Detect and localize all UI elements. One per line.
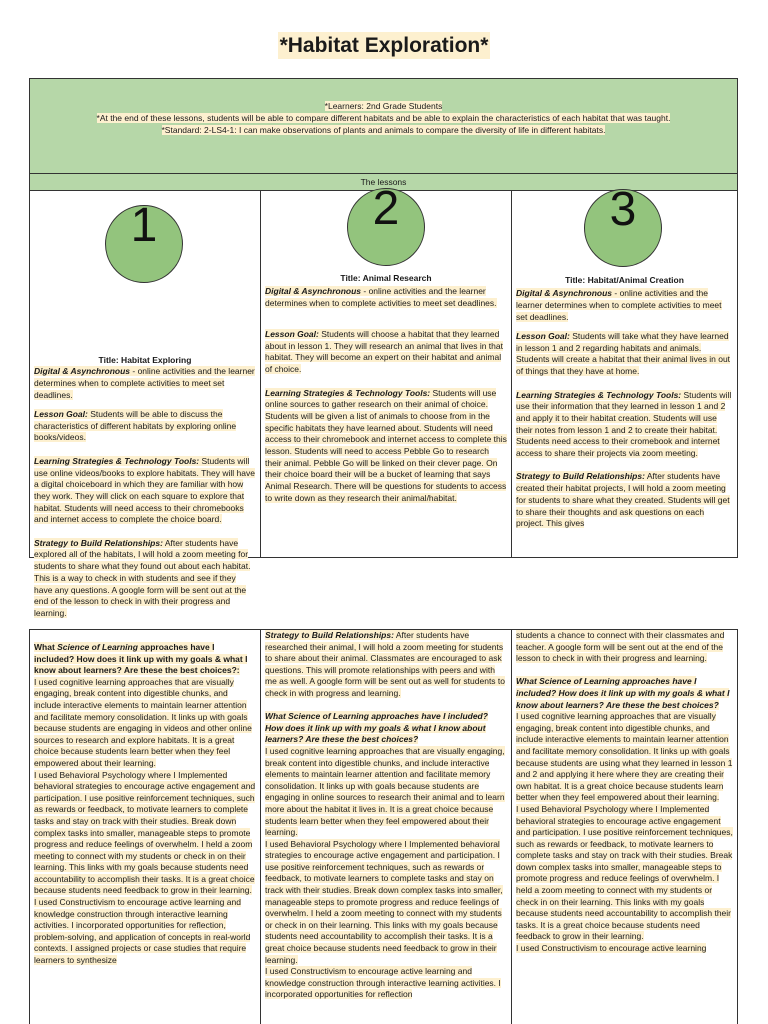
reflection-table xyxy=(29,629,738,1024)
overview-header xyxy=(30,79,737,174)
lesson-mode-3: Digital & Asynchronous - online activities and the learner determines when to complete activities to meet set deadlines. xyxy=(516,288,722,322)
lesson-number-2: 2 xyxy=(372,182,400,235)
objective-text: *At the end of these lessons, students will be able to compare different habitats and be able to explain the characteristics of each habitat that was taught. xyxy=(96,113,671,123)
lesson-relationships-3: Strategy to Build Relationships: After students have created their habitat projects, I will hold a zoom meeting for students to share what they created. Students will get to share their thoughts and ask questions on each project. This gives xyxy=(516,471,730,529)
page-title-text: *Habitat Exploration* xyxy=(279,34,489,57)
reflection-column-1 xyxy=(30,630,261,1024)
reflection-question-1: What Science of Learning approaches have I included? How does it link up with my goals & what I know about learners? Are these the best choices?: xyxy=(34,642,248,676)
lesson-number-1: 1 xyxy=(130,199,158,252)
lessons-label: The lessons xyxy=(30,174,737,191)
lesson-title-3: Title: Habitat/Animal Creation xyxy=(565,275,684,285)
page-title xyxy=(0,34,768,58)
reflection-column-3 xyxy=(512,630,737,1024)
reflection-paragraph: I used Constructivism to encourage active learning and knowledge construction through interactive learning activities. I incorporated opportunities for reflection xyxy=(265,966,501,1000)
lesson-body-3 xyxy=(516,331,733,542)
lesson-strategies-1: Learning Strategies & Technology Tools: Students will use online videos/books to explore habitats. They will have a digital choiceboard in which they are familiar with how they work. They will click on each square to explore that habitat. Students will need access to their chromebooks and internet access to complete the choice board. xyxy=(34,455,255,525)
reflection-paragraph: I used Constructivism to encourage active learning xyxy=(516,943,707,954)
lesson-title-1: Title: Habitat Exploring xyxy=(98,355,192,365)
lesson-number-circle-3 xyxy=(584,183,662,267)
lesson-mode-1: Digital & Asynchronous - online activities and the learner determines when to complete activities to meet set deadlines. xyxy=(34,366,255,400)
lesson-body-1 xyxy=(34,409,256,631)
reflection-paragraph: I used Behavioral Psychology where I Implemented behavioral strategies to encourage active engagement and participation. I use positive reinforcement techniques, such as rewards or feedback, to motivate learners to complete tasks and stay on track with their studies. Break down complex tasks into smaller, manageable steps to promote progress and reduce feelings of overwhelm. I held a zoom meeting to connect with my students or check in on their learning. This links with my goals because students need accountability to accomplish their tasks. It is a great choice because students need feedback to grow in their learning. xyxy=(34,769,256,896)
reflection-column-2 xyxy=(261,630,512,1024)
reflection-paragraph: I used Behavioral Psychology where I Implemented behavioral strategies to encourage active engagement and participation. I use positive reinforcement techniques, such as rewards or feedback, to motivate learners to complete tasks and stay on track with their studies. Break down complex tasks into smaller, manageable steps to promote progress and reduce feelings of overwhelm. I held a zoom meeting to connect with my students or check in on their learning. This links with my goals because students need accountability to accomplish their tasks. It is a great choice because students need feedback to grow in their learning. xyxy=(265,838,503,965)
lesson-title-2: Title: Animal Research xyxy=(340,273,432,283)
reflection-paragraph: I used Behavioral Psychology where I Implemented behavioral strategies to encourage active engagement and participation. I use positive reinforcement techniques, such as rewards or feedback, to motivate learners to complete tasks and stay on track with their studies. Break down complex tasks into smaller, manageable steps to promote progress and reduce feelings of overwhelm. I held a zoom meeting to connect with my students or check in on their learning. This links with my goals because students need accountability to accomplish their tasks. It is a great choice because students need feedback to grow in their learning. xyxy=(516,803,733,942)
lesson-strategies-2: Learning Strategies & Technology Tools: Students will use online sources to gather research on their animal of choice. Students will be given a list of animals to choose from in the specific habitats they have learned about. Students will need access to their chromebook and internet access to complete this lesson. Students will need to access Pebble Go to research their animal. Pebble Go will be linked on their clever page. On their choice board their will be a bucket of learning that says Animal Research. There will be questions for students to access to write down as they research their animal/habitat. xyxy=(265,387,507,503)
lesson-column-3 xyxy=(512,183,737,557)
learners-text: *Learners: 2nd Grade Students xyxy=(324,101,443,111)
reflection-question-2: What Science of Learning approaches have I included? How does it link up with my goals & what I know about learners? Are these the best choices? xyxy=(265,711,488,745)
standard-text: *Standard: 2-LS4-1: I can make observations of plants and animals to compare the diversity of life in different habitats. xyxy=(161,125,606,135)
lesson-body-2 xyxy=(265,329,507,516)
lesson-number-3: 3 xyxy=(609,183,637,236)
lessons-table xyxy=(29,78,738,618)
lesson-goal-1: Lesson Goal: Students will be able to discuss the characteristics of different habitats by exploring online books/videos. xyxy=(34,409,237,443)
lesson-goal-2: Lesson Goal: Students will choose a habitat that they learned about in lesson 1. They will research an animal that lives in that habitat. They will become an expert on their habitat and animal of choice. xyxy=(265,329,503,375)
reflection-paragraph: I used Constructivism to encourage active learning and knowledge construction through interactive learning activities. I incorporated opportunities for reflection, problem-solving, and application of concepts in real-world contexts. I assigned projects or case studies that require learners to synthesize xyxy=(34,897,251,966)
lesson-relationships-1: Strategy to Build Relationships: After students have explored all of the habitats, I will hold a zoom meeting for students to share what they found out about each habitat. This is a way to check in with students and see if they have any questions. A google form will be sent out at the end of the lesson to check in with their progress and learning. xyxy=(34,537,251,618)
reflection-question-3: What Science of Learning approaches have I included? How does it link up with my goals & what I know about learners? Are these the best choices? xyxy=(516,676,730,710)
reflection-paragraph: I used cognitive learning approaches that are visually engaging, break content into digestible chunks, and include interactive elements to maintain learner attention and facilitate memory consolidation. It links up with goals because students are engaging in online sources to research their animal and to learn more about the habitat it lives in. It is a great choice because students learn better when they feel empowered about their learning. xyxy=(265,745,505,838)
lesson-number-circle-1 xyxy=(105,199,183,283)
reflection-paragraph: I used cognitive learning approaches that are visually engaging, break content into digestible chunks, and include interactive elements to maintain learner attention and facilitate memory consolidation. It links up with goals because students are using what they learned in lesson 1 and 2 and applying it here where they are creating their own habitat. It is a great choice because students learn better when they feel empowered about their learning. xyxy=(516,711,733,803)
lesson-strategies-3: Learning Strategies & Technology Tools: Students will use their information that they learned in lesson 1 and 2 and apply it to their habitat creation. Students will use their notes from lesson 1 and 2 to create their habitat. Students need access to their cromebook and internet access to share their projects via zoom meeting. xyxy=(516,389,732,459)
lesson-relationships-3-cont: students a chance to connect with their classmates and teacher. A google form will be sent out at the end of the lesson to check in with their progress and learning. xyxy=(516,630,725,664)
lesson-mode-2: Digital & Asynchronous - online activities and the learner determines when to complete activities to meet set deadlines. xyxy=(265,286,497,308)
lesson-relationships-2: Strategy to Build Relationships: After students have researched their animal, I will hold a zoom meeting for students to share about their animal. Classmates are encouraged to ask questions. This will promote relationships with peers and with me as well. A google form will be sent out as well for students to check in with progress and learning. xyxy=(265,630,506,698)
lesson-column-1 xyxy=(30,191,261,618)
lesson-goal-3: Lesson Goal: Students will take what they have learned in lesson 1 and 2 regarding habitats and animals. Students will create a habitat that their animal lives in out of things that they have at home. xyxy=(516,331,731,377)
reflection-paragraph: I used cognitive learning approaches that are visually engaging, break content into digestible chunks, and include interactive elements to maintain learner attention and facilitate memory consolidation. It links up with goals because students are engaging in videos and other online sources to research and explore habitats. It is a great choice because students learn better when they feel empowered about their learning. xyxy=(34,676,252,768)
